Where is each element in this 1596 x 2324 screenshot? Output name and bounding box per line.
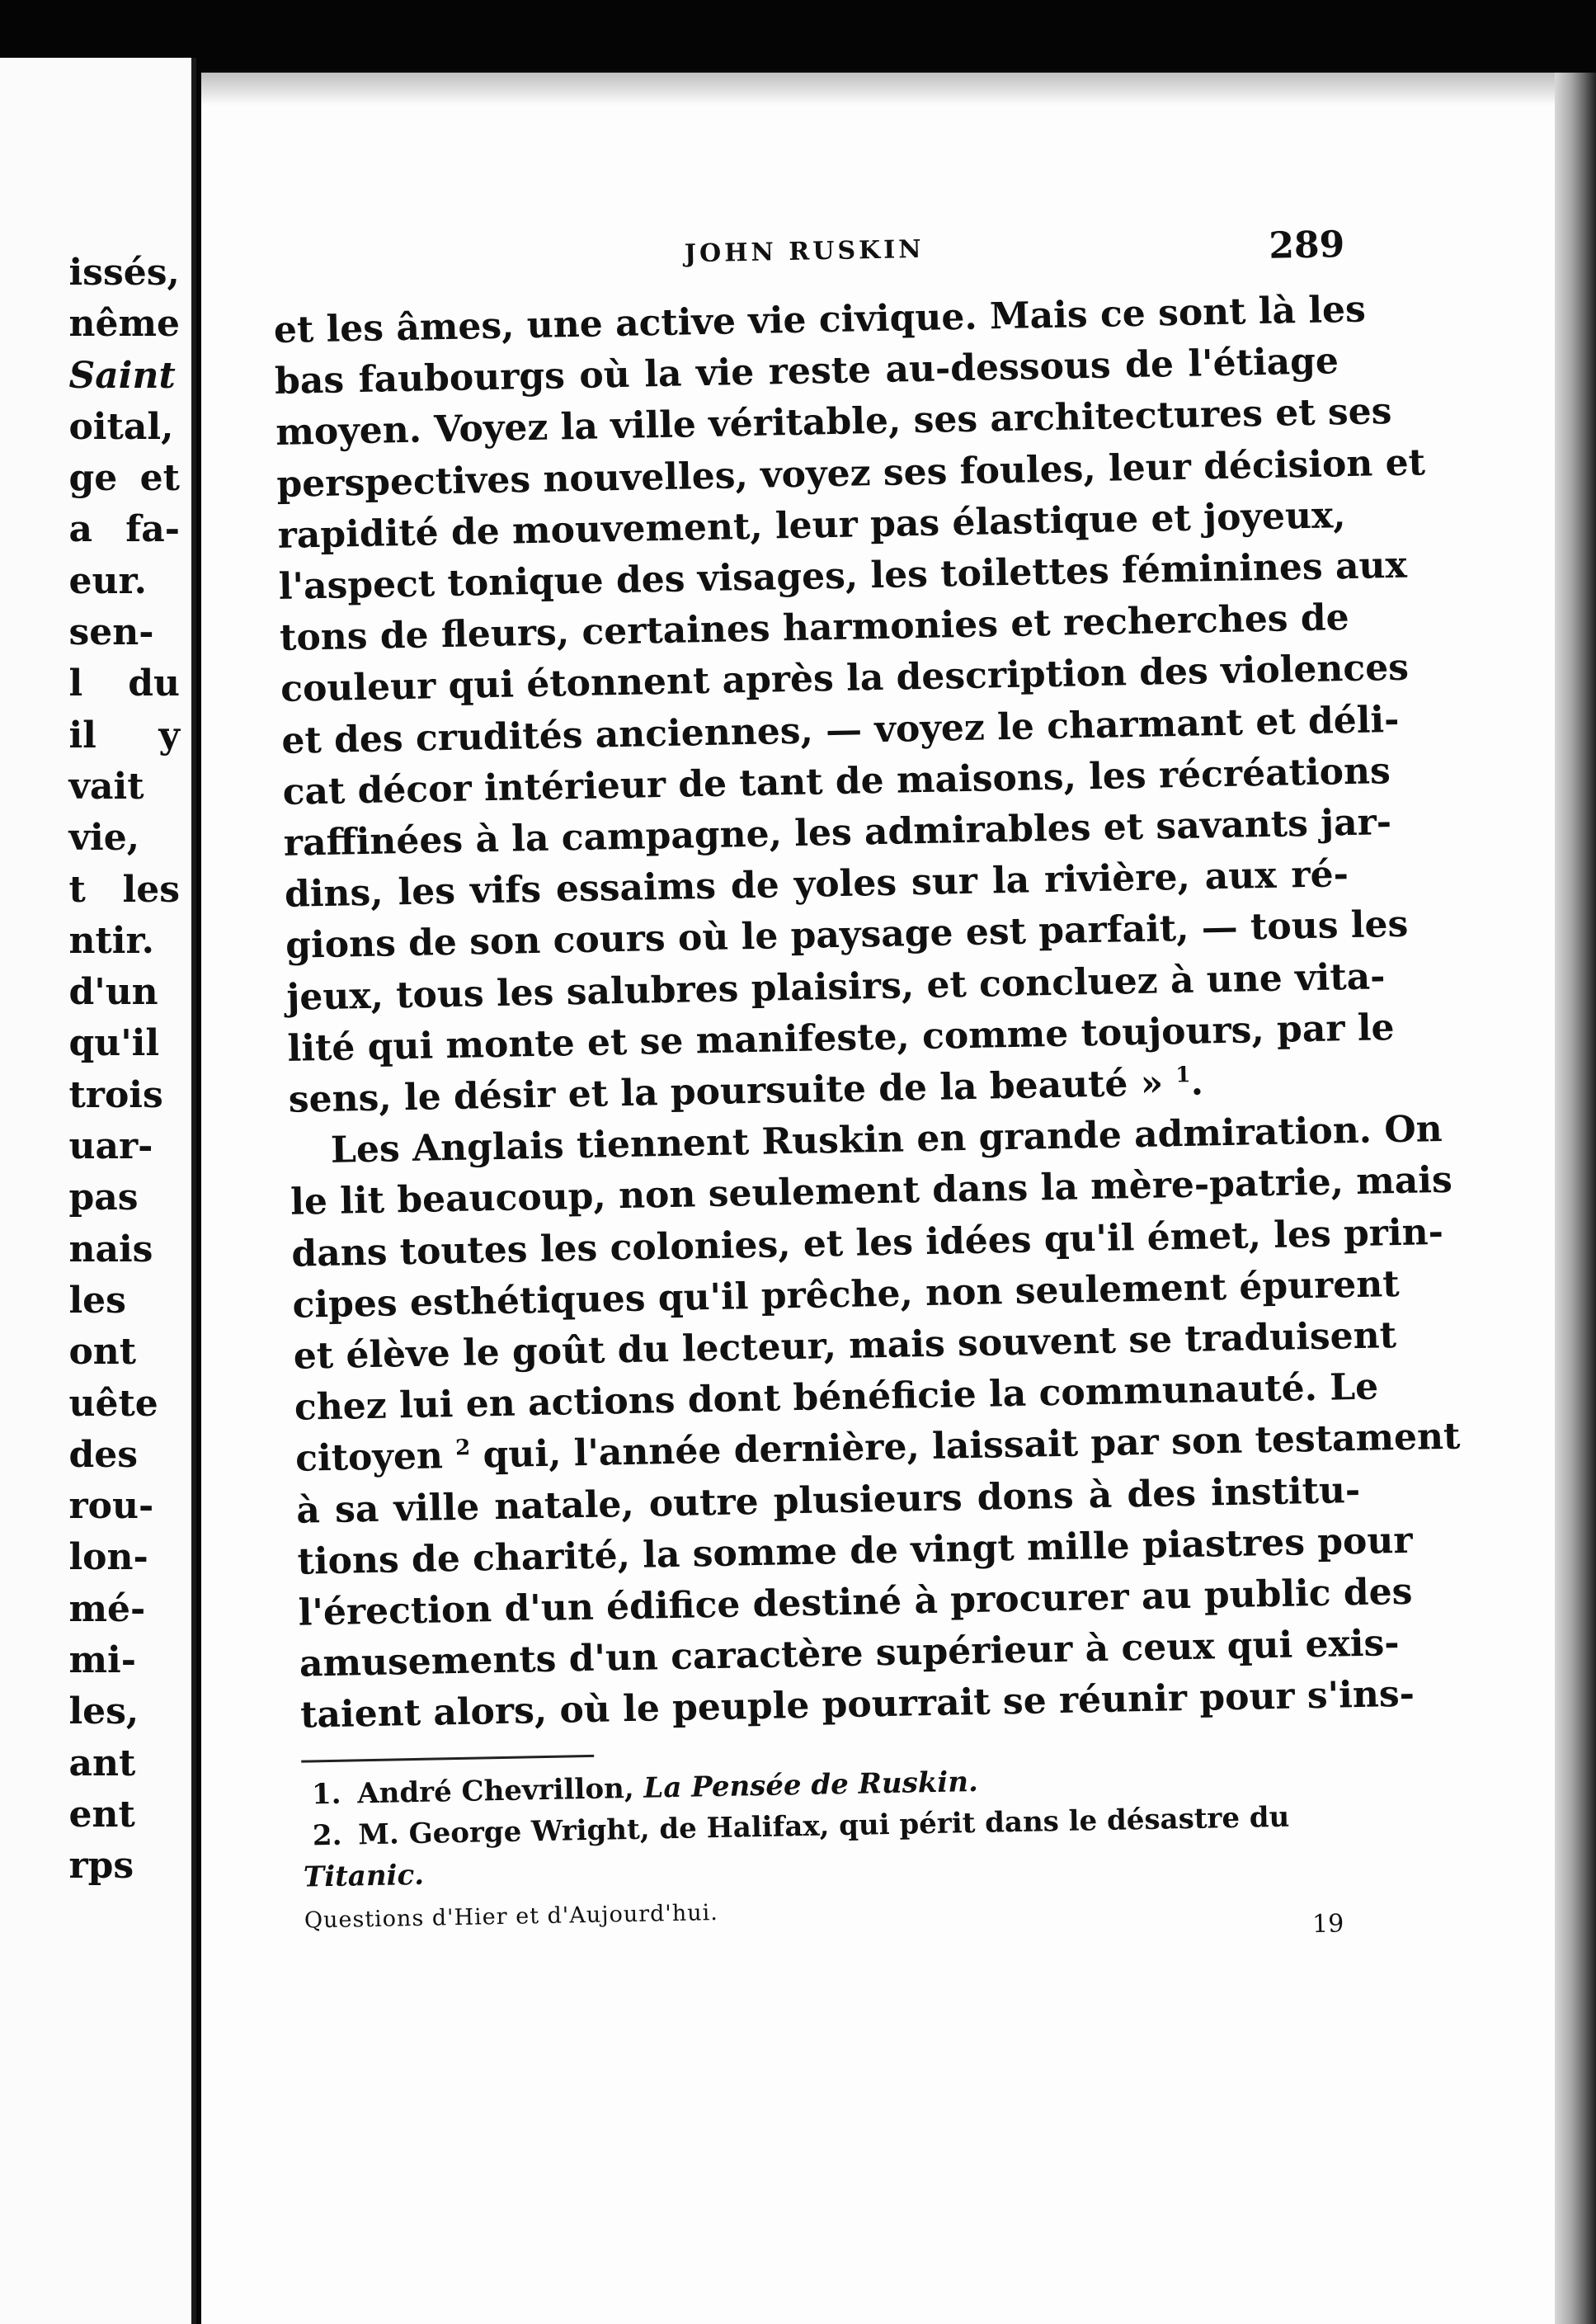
text-line: bas faubourgs où la vie reste au-dessous de l'étiage: [274, 340, 1339, 403]
text-line: cat décor intérieur de tant de maisons, les récréations: [282, 749, 1391, 813]
footnote-ref-2[interactable]: 2: [454, 1435, 471, 1461]
line-text: citoyen: [294, 1435, 444, 1481]
facing-page-line: ge et: [68, 457, 180, 500]
text-line: à sa ville natale, outre plusieurs dons à des institu-: [295, 1468, 1361, 1532]
facing-page-line: uête: [68, 1382, 158, 1425]
facing-page-line: mé-: [68, 1587, 146, 1630]
facing-page-line: mi-: [68, 1639, 136, 1682]
facing-page-line: Saint: [68, 354, 176, 397]
text-line: amusements d'un caractère supérieur à ceux qui exis-: [299, 1622, 1400, 1685]
facing-page-line: eur.: [68, 559, 147, 602]
footnotes: [302, 1754, 1368, 1898]
footnote-number: 2.: [312, 1818, 342, 1853]
facing-page-text: [68, 247, 180, 1893]
text-line: gions de son cours où le paysage est parfait, — tous les: [285, 903, 1409, 968]
text-line: jeux, tous les salubres plaisirs, et concluez à une vita-: [285, 955, 1386, 1019]
facing-page-line: qu'il: [68, 1022, 160, 1065]
facing-page-line: ntir.: [68, 919, 154, 962]
text-line: perspectives nouvelles, voyez ses foules, leur décision et: [276, 441, 1426, 506]
footnote-author: André Chevrillon,: [356, 1771, 634, 1811]
facing-page-line: vie,: [68, 817, 140, 860]
text-line: couleur qui étonnent après la description des violences: [280, 647, 1410, 711]
paragraph-2-continued: [295, 1465, 1415, 1742]
facing-page-line: issés,: [68, 252, 180, 294]
facing-page-line: lon-: [68, 1536, 148, 1579]
facing-page-line: uar-: [68, 1125, 153, 1168]
text-line: et élève le goût du lecteur, mais souvent se traduisent: [293, 1314, 1397, 1378]
facing-page-line: d'un: [68, 971, 158, 1014]
facing-page-line: vait: [68, 765, 144, 808]
line-text: sens, le désir et la poursuite de la beauté »: [288, 1062, 1164, 1121]
footnote-title: La Pensée de Ruskin.: [643, 1765, 979, 1805]
facing-page-line: ont: [68, 1331, 137, 1374]
footnote-number: 1.: [311, 1777, 341, 1812]
text-line: le lit beaucoup, non seulement dans la mère-patrie, mais: [290, 1159, 1453, 1224]
text-line: l'aspect tonique des visages, les toilettes féminines aux: [278, 544, 1408, 608]
facing-page-line: les,: [68, 1690, 139, 1733]
facing-page-line: sen-: [68, 611, 154, 654]
body-text: [273, 285, 1461, 1742]
facing-page-line: oital,: [68, 405, 174, 448]
page-number: 289: [1268, 224, 1345, 267]
footnote-text: M. George Wright, de Halifax, qui périt dans le désastre du: [357, 1800, 1290, 1852]
facing-page-line: t les: [68, 868, 180, 911]
footnote-ship-name: Titanic.: [303, 1858, 425, 1894]
paragraph-1: [273, 285, 1426, 1075]
text-line: dins, les vifs essaims de yoles sur la rivière, aux ré-: [284, 853, 1349, 917]
text-line: tions de charité, la somme de vingt mille piastres pour: [297, 1519, 1414, 1583]
footnote-ref-1[interactable]: 1: [1175, 1063, 1191, 1088]
facing-page-line: ent: [68, 1793, 135, 1836]
running-title: JOHN RUSKIN: [684, 234, 925, 269]
facing-page-line: les: [68, 1279, 126, 1322]
facing-page-line: nais: [68, 1228, 153, 1270]
text-line: tons de fleurs, certaines harmonies et recherches de: [279, 596, 1350, 660]
facing-page-line: a fa-: [68, 508, 180, 551]
facing-page-line: des: [68, 1433, 138, 1476]
facing-page-line: trois: [68, 1073, 163, 1116]
page-content: [272, 224, 1461, 1957]
text-line: chez lui en actions dont bénéficie la communauté. Le: [294, 1365, 1379, 1430]
text-line: moyen. Voyez la ville véritable, ses architectures et ses: [275, 390, 1392, 455]
text-line: rapidité de mouvement, leur pas élastique et joyeux,: [277, 493, 1346, 557]
signature-number: 19: [1311, 1909, 1344, 1939]
facing-page-line: rps: [68, 1845, 134, 1888]
page-right-edge: [1555, 73, 1596, 2324]
text-line: cipes esthétiques qu'il prêche, non seulement épurent: [292, 1262, 1401, 1327]
facing-page-edge: [0, 58, 196, 2324]
text-line: taient alors, où le peuple pourrait se réunir pour s'ins-: [299, 1673, 1415, 1737]
text-line: dans toutes les colonies, et les idées qu'il émet, les prin-: [290, 1210, 1444, 1275]
signature-text: Questions d'Hier et d'Aujourd'hui.: [304, 1899, 719, 1934]
facing-page-line: nême: [68, 303, 180, 346]
facing-page-line: l du: [68, 662, 180, 705]
text-line: l'érection d'un édifice destiné à procurer au public des: [298, 1570, 1413, 1634]
facing-page-line: ant: [68, 1742, 136, 1784]
footnote-rule: [301, 1755, 594, 1763]
facing-page-line: pas: [68, 1176, 139, 1219]
page-top-shadow: [201, 73, 1566, 106]
text-line: et les âmes, une active vie civique. Mais ce sont là les: [273, 288, 1367, 351]
line-end: .: [1190, 1061, 1204, 1104]
text-line: raffinées à la campagne, les admirables et savants jar-: [283, 801, 1392, 865]
paragraph-2: [289, 1105, 1453, 1434]
text-line: lité qui monte et se manifeste, comme toujours, par le: [287, 1006, 1395, 1070]
text-line: et des crudités anciennes, — voyez le charmant et déli-: [280, 698, 1400, 762]
facing-page-line: il y: [68, 714, 180, 757]
text-line: Les Anglais tiennent Ruskin en grande admiration. On: [330, 1108, 1443, 1172]
line-text: qui, l'année dernière, laissait par son testament: [483, 1416, 1461, 1477]
facing-page-line: rou-: [68, 1485, 154, 1528]
